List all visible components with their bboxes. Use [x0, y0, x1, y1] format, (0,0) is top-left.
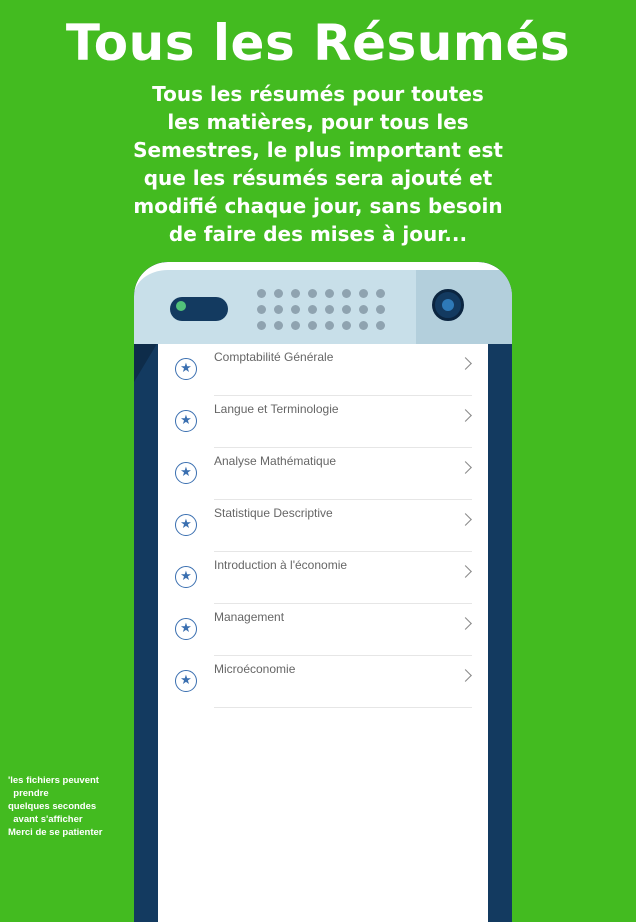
list-item[interactable]	[158, 604, 488, 656]
description-line: de faire des mises à jour...	[168, 222, 468, 246]
chevron-right-icon	[459, 669, 472, 682]
star-badge-icon: ★	[175, 566, 197, 588]
description-line: Semestres, le plus important est	[133, 138, 503, 162]
promo-description	[90, 80, 546, 248]
star-badge-icon: ★	[175, 358, 197, 380]
star-badge-icon: ★	[175, 670, 197, 692]
chevron-right-icon	[459, 617, 472, 630]
chevron-right-icon	[459, 565, 472, 578]
chevron-right-icon	[459, 357, 472, 370]
description-line: les matières, pour tous les	[167, 110, 469, 134]
list-item[interactable]	[158, 500, 488, 552]
description-line: Tous les résumés pour toutes	[152, 82, 484, 106]
list-item[interactable]	[158, 396, 488, 448]
description-line: modifié chaque jour, sans besoin	[133, 194, 503, 218]
star-badge-icon: ★	[175, 618, 197, 640]
sensor-dot	[176, 301, 186, 311]
speaker-grille	[257, 289, 393, 337]
phone-screen	[158, 344, 488, 922]
subjects-list	[158, 344, 488, 708]
list-item-label: Introduction à l'économie	[214, 558, 348, 572]
promo-title: Tous les Résumés	[65, 14, 571, 72]
chevron-right-icon	[459, 513, 472, 526]
chevron-right-icon	[459, 409, 472, 422]
star-badge-icon: ★	[175, 462, 197, 484]
list-item-label: Microéconomie	[214, 662, 296, 676]
list-item-label: Management	[214, 610, 285, 624]
camera-lens-icon	[432, 289, 464, 321]
star-badge-icon: ★	[175, 514, 197, 536]
list-item[interactable]	[158, 344, 488, 396]
bezel-shade	[416, 270, 512, 344]
sensor-pill	[170, 297, 228, 321]
list-item-label: Statistique Descriptive	[214, 506, 333, 520]
list-item-label: Langue et Terminologie	[214, 402, 339, 416]
list-item-label: Analyse Mathématique	[214, 454, 337, 468]
phone-mockup	[134, 262, 512, 922]
loading-note: 'les fichiers peuvent prendre quelques secondes avant s'afficher Merci de se patienter	[8, 775, 103, 838]
star-badge-icon: ★	[175, 410, 197, 432]
phone-shadow	[134, 342, 158, 382]
list-item[interactable]	[158, 448, 488, 500]
chevron-right-icon	[459, 461, 472, 474]
phone-top-bezel	[134, 262, 512, 344]
list-item-label: Comptabilité Générale	[214, 350, 334, 364]
list-item[interactable]	[158, 656, 488, 708]
list-item[interactable]	[158, 552, 488, 604]
description-line: que les résumés sera ajouté et	[143, 166, 493, 190]
